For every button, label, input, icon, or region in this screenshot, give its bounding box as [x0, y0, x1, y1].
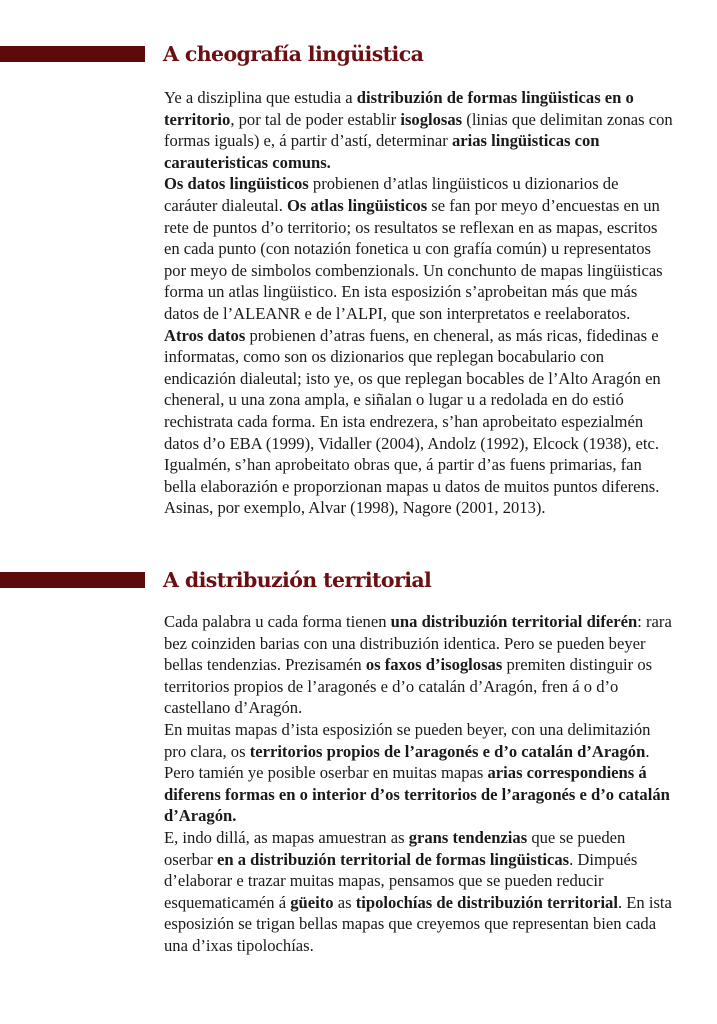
- body-text: . Dimpués d’elaborar e trazar muitas mapas, pensamos que se pueden reducir esquematicamén á: [164, 849, 638, 912]
- paragraph: [164, 719, 674, 827]
- body-text: . En ista esposizión se trigan bellas mapas que creyemos que representan bien cada una d’ixas tipolochías.: [164, 892, 672, 955]
- section-heading-cheografia: A cheografía lingüistica: [163, 42, 424, 66]
- emphasis-text: distribuzión de formas lingüisticas en o territorio: [164, 88, 634, 129]
- emphasis-text: una distribuzión territorial diferén: [390, 612, 638, 631]
- paragraph: [164, 173, 674, 324]
- paragraph: [164, 325, 674, 519]
- body-text: que se pueden oserbar: [164, 827, 626, 869]
- body-text: premiten distinguir os territorios propios de l’aragonés e d’o catalán d’Aragón, fren á o d’o castellano d’Aragón.: [164, 655, 653, 718]
- body-text: E, indo dillá, as mapas amuestran as: [164, 827, 409, 847]
- section-body-cheografia: [164, 87, 674, 519]
- emphasis-text: os faxos d’isoglosas: [365, 655, 503, 675]
- paragraph: [164, 611, 674, 719]
- body-text: Ye a disziplina que estudia a: [164, 88, 357, 107]
- paragraph: [164, 87, 674, 173]
- emphasis-text: arias correspondiens á diferens formas en o interior d’os territorios de l’aragonés e d’o catalán d’Aragón.: [164, 763, 670, 826]
- body-text: probienen d’atras fuens, en cheneral, as más ricas, fidedinas e informatas, como son os dizionarios que replegan bocabulario con endicazión dialeutal; isto ye, os que replegan bocables de l’Alto Aragón en cheneral, u una zona ampla, e siñalan o lugar u a redolada en do estió rechistrata cada forma. En ista endrezera, s’han aprobeitato espezialmén datos d’o EBA (1999), Vidaller (2004), Andolz (1992), Elcock (1938), etc. Igualmén, s’han aprobeitato obras que, á partir d’as fuens primarias, fan bella elaborazión e proporzionan mapas u datos de muitos puntos diferens. Asinas, por exemplo, Alvar (1998), Nagore (2001, 2013).: [164, 325, 661, 518]
- emphasis-text: Os datos lingüisticos: [164, 174, 309, 194]
- emphasis-text: Atros datos: [164, 325, 246, 345]
- emphasis-text: isoglosas: [400, 109, 463, 129]
- body-text: (linias que delimitan zonas con formas iguals) e, á partir d’astí, determinar: [164, 109, 673, 151]
- emphasis-text: grans tendenzias: [408, 827, 528, 847]
- body-text: Cada palabra u cada forma tienen: [164, 612, 391, 631]
- body-text: as: [333, 892, 356, 912]
- section-accent-bar: [0, 572, 145, 588]
- section-heading-distribuzion: A distribuzión territorial: [163, 568, 432, 592]
- body-text: : rara bez coinziden barias con una distribuzión identica. Pero se pueden beyer bellas tendenzias. Prezisamén: [164, 612, 672, 675]
- body-text: . Pero tamién ye posible oserbar en muitas mapas: [164, 741, 650, 783]
- emphasis-text: güeito: [290, 892, 334, 912]
- body-text: En muitas mapas d’ista esposizión se pueden beyer, con una delimitazión pro clara, os: [164, 719, 651, 761]
- emphasis-text: arias lingüisticas con carauteristicas comuns.: [164, 131, 600, 172]
- emphasis-text: en a distribuzión territorial de formas lingüisticas: [216, 849, 570, 869]
- emphasis-text: tipolochías de distribuzión territorial: [355, 892, 618, 912]
- body-text: , por tal de poder establir: [230, 109, 401, 129]
- section-accent-bar: [0, 46, 145, 62]
- emphasis-text: Os atlas lingüisticos: [287, 195, 428, 215]
- emphasis-text: territorios propios de l’aragonés e d’o catalán d’Aragón: [249, 741, 646, 761]
- body-text: probienen d’atlas lingüisticos u dizionarios de caráuter dialeutal.: [164, 174, 619, 215]
- paragraph: [164, 827, 674, 957]
- body-text: se fan por meyo d’encuestas en un rete de puntos d’o territorio; os resultatos se reflexan en as mapas, escritos en cada punto (con notazión fonetica u con grafía común) u representatos por meyo de simbolos combenzionals. Un conchunto de mapas lingüisticas forma un atlas lingüistico. En ista esposizión s’aprobeitan más que más datos de l’ALEANR e de l’ALPI, que son interpretatos e reelaboratos.: [164, 195, 663, 323]
- section-body-distribuzion: [164, 611, 674, 957]
